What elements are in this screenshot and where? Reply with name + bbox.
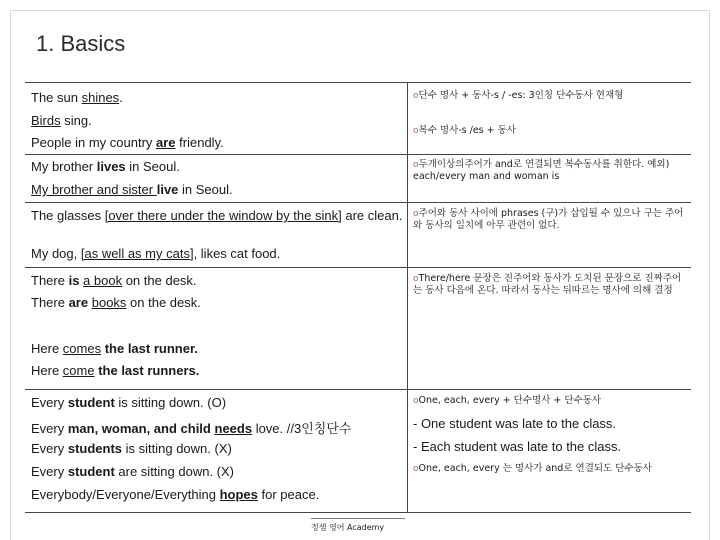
- example-sentence: My brother and sister live in Seoul.: [31, 182, 233, 197]
- example-sentence: Every students is sitting down. (X): [31, 441, 232, 456]
- rule-cell: [409, 268, 691, 389]
- rule-note: o단수 명사 + 동사-s / -es: 3인칭 단수동사 현재형: [413, 90, 624, 101]
- example-sentence: Birds sing.: [31, 113, 92, 128]
- rule-note: o복수 명사-s /es + 동사: [413, 125, 516, 136]
- table-row: [25, 82, 691, 155]
- slide-frame-right: [709, 72, 710, 540]
- example-sentence: There is a book on the desk.: [31, 273, 197, 288]
- slide-frame-left: [10, 72, 11, 540]
- example-sentence: Every student are sitting down. (X): [31, 464, 235, 479]
- example-sentence: My dog, [as well as my cats], likes cat food.: [31, 246, 281, 261]
- rule-example: - One student was late to the class.: [413, 416, 617, 431]
- example-cell: [25, 155, 408, 202]
- footer-divider: [311, 518, 405, 519]
- example-sentence: Everybody/Everyone/Everything hopes for peace.: [31, 487, 320, 502]
- rule-note: oOne, each, every 는 명사가 and로 연결되도 단수동사: [413, 463, 652, 474]
- example-sentence: People in my country are friendly.: [31, 135, 224, 150]
- example-sentence: The glasses [over there under the window by the sink] are clean.: [31, 208, 403, 223]
- rule-cell: [409, 155, 691, 202]
- table-row: [25, 203, 691, 268]
- rule-note: o주어와 동사 사이에 phrases (구)가 삽입될 수 있으나 구는 주어와 동사의 일치에 아무 관련이 없다.: [413, 208, 684, 231]
- table-row: [25, 390, 691, 513]
- example-sentence: Here comes the last runner.: [31, 341, 198, 356]
- example-cell: [25, 390, 408, 512]
- example-sentence: There are books on the desk.: [31, 295, 201, 310]
- example-sentence: Here come the last runners.: [31, 363, 200, 378]
- footer-label: 정샘 영어 Academy: [311, 523, 385, 532]
- page-title: 1. Basics: [36, 31, 126, 56]
- rule-cell: [409, 83, 691, 154]
- example-cell: [25, 83, 408, 154]
- table-row: [25, 155, 691, 203]
- example-cell: [25, 203, 408, 267]
- table-row: [25, 268, 691, 390]
- rule-cell: [409, 390, 691, 512]
- rule-note: oThere/here 문장은 진주어와 동사가 도치된 문장으로 진짜주어는 동사 다음에 온다. 따라서 동사는 뒤따르는 명사에 의해 결정: [413, 273, 682, 296]
- example-sentence: The sun shines.: [31, 90, 123, 105]
- example-sentence: Every man, woman, and child needs love. //3인칭단수: [31, 421, 352, 436]
- rule-note: oOne, each, every + 단수명사 + 단수동사: [413, 395, 602, 406]
- rule-example: - Each student was late to the class.: [413, 439, 622, 454]
- example-sentence: My brother lives in Seoul.: [31, 159, 180, 174]
- rule-cell: [409, 203, 691, 267]
- rule-note: o두개이상의주어가 and로 연결되면 복수동사를 취한다. 예외) each/every man and woman is: [413, 159, 670, 182]
- example-cell: [25, 268, 408, 389]
- example-sentence: Every student is sitting down. (O): [31, 395, 227, 410]
